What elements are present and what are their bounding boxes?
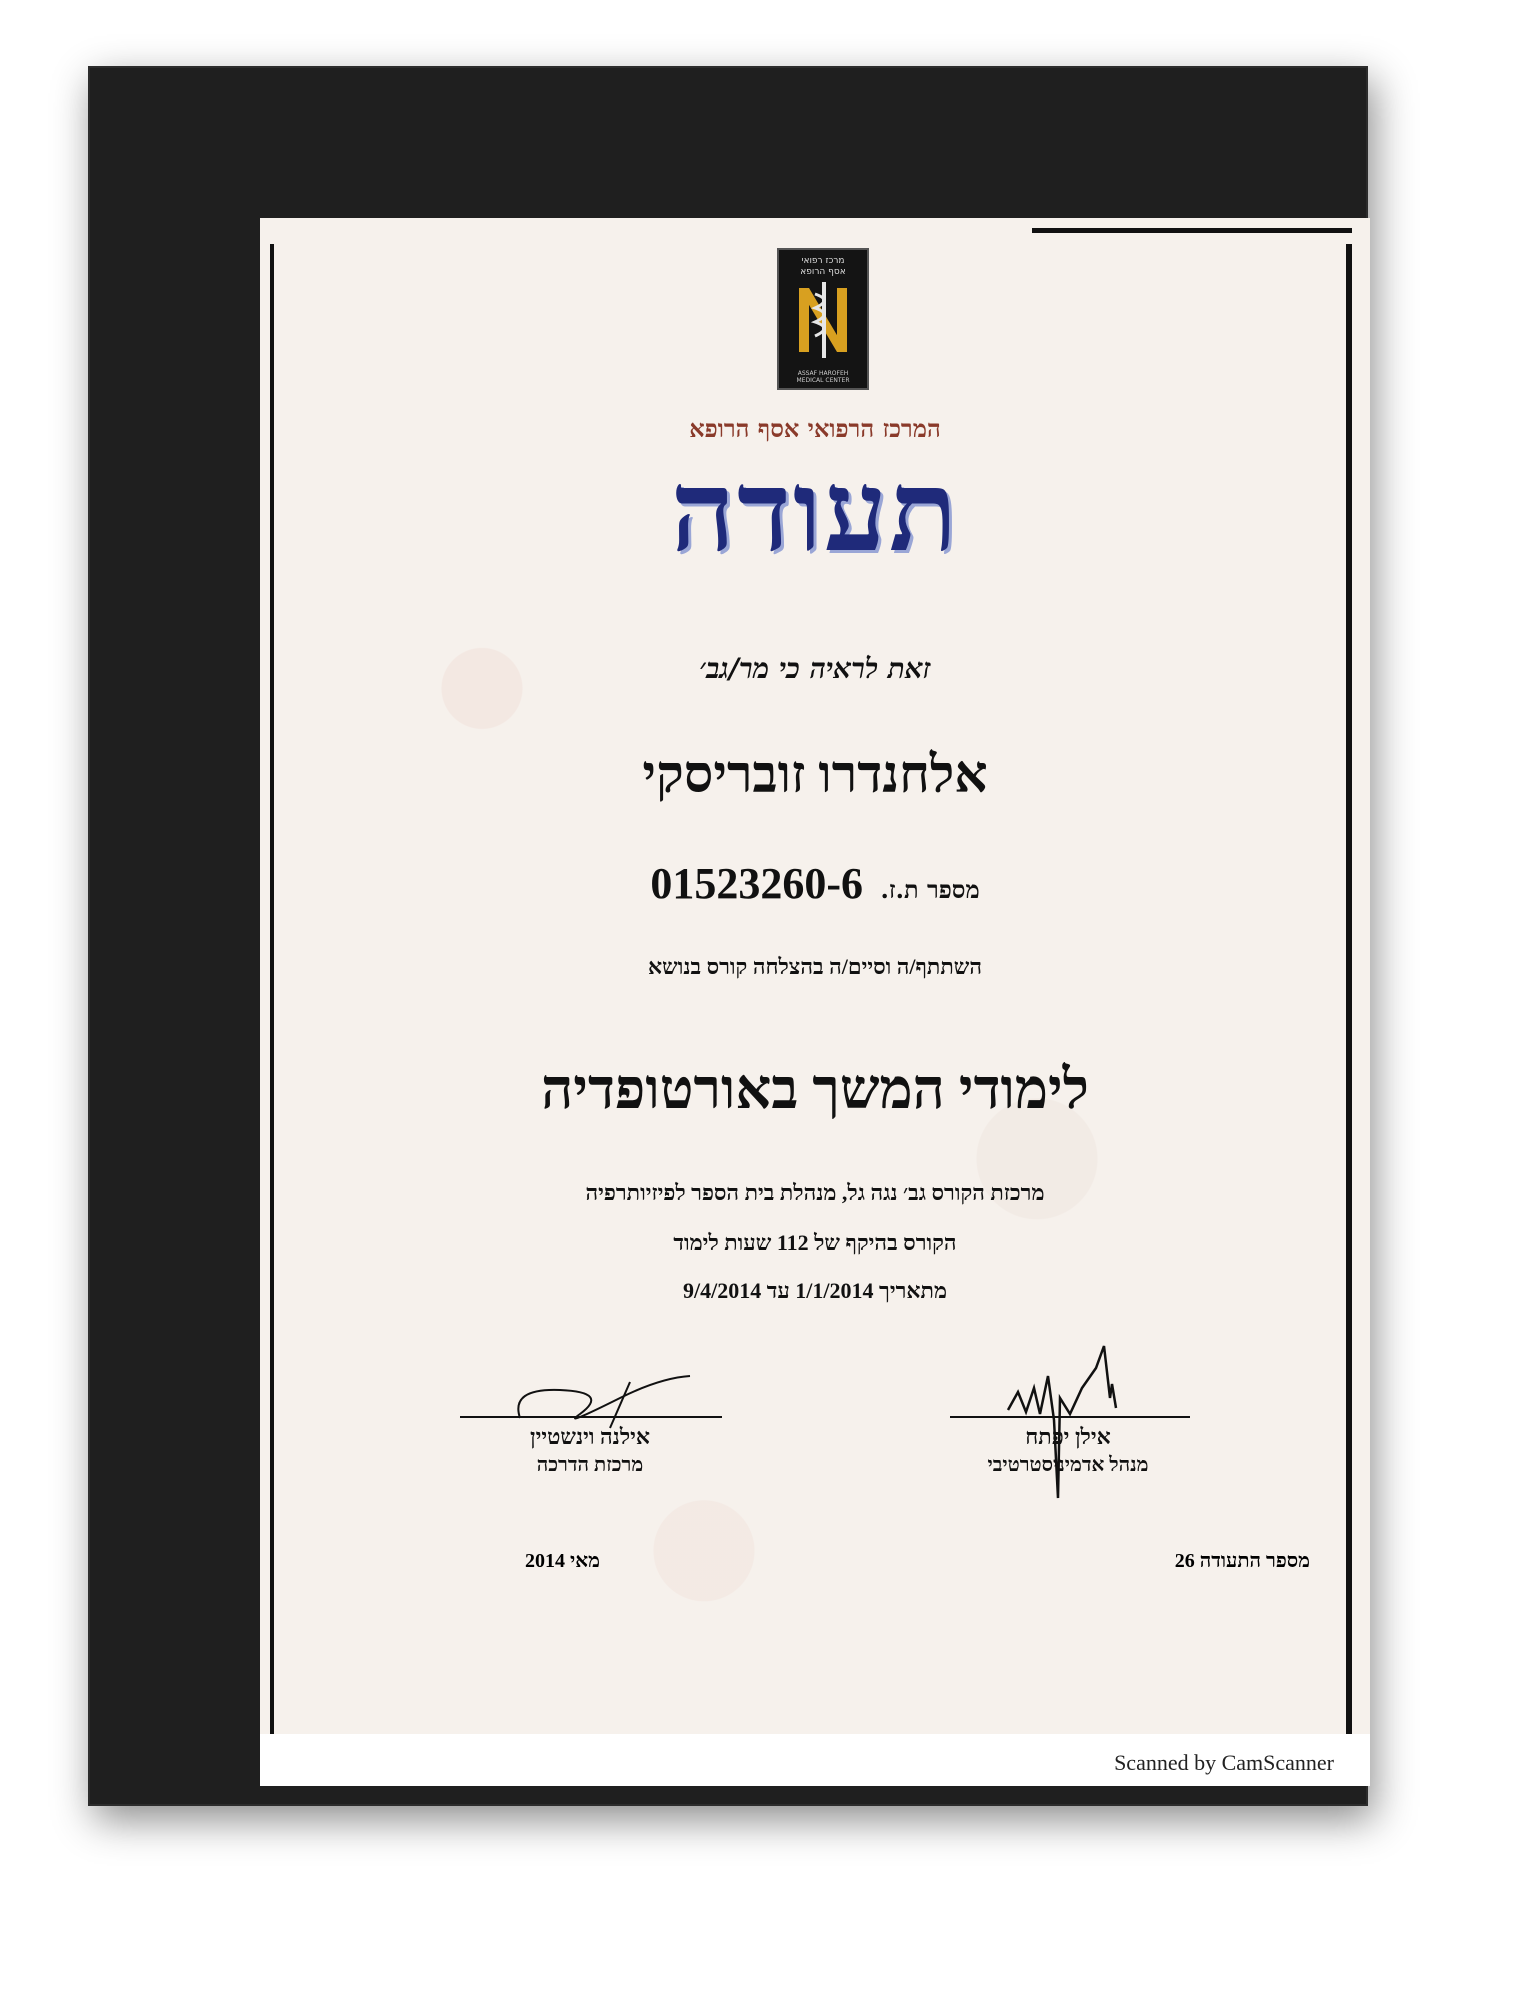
id-number: 01523260-6 [650,859,863,908]
logo-top-text: מרכז רפואי אסף הרופא [800,256,846,277]
scan-footer [260,1734,1370,1786]
document-border-top [1032,228,1352,233]
signer-left-name: אילנה וינשטיין [529,1424,651,1449]
signer-right-role: מנהל אדמיניסטרטיבי [987,1454,1149,1476]
coordinator-line: מרכזת הקורס גב׳ נגה גל, מנהלת בית הספר לפיזיותרפיה [585,1180,1045,1205]
signature-line-right [950,1416,1190,1418]
intro-text: זאת לראיה כי מר/גב׳ [699,652,931,685]
caduceus-icon [793,280,855,360]
institution-name: המרכז הרפואי אסף הרופא [689,414,941,443]
signer-left-role: מרכזת הדרכה [536,1454,644,1476]
scanner-watermark: Scanned by CamScanner [1114,1750,1334,1775]
signature-line-left [460,1416,722,1418]
signature-left [460,1424,720,1477]
recipient-name: אלחנדרו זובריסקי [642,747,988,804]
signer-right-name: אילן יפתח [1025,1424,1111,1449]
certificate-title: תעודה [670,446,960,577]
course-subject: לימודי המשך באורטופדיה [541,1059,1089,1121]
certificate-paper [260,218,1370,1786]
hours-line: הקורס בהיקף של 112 שעות לימוד [673,1230,957,1255]
hospital-logo [777,248,869,390]
logo-bottom-text: ASSAF HAROFEH MEDICAL CENTER [796,370,850,384]
id-label: מספר ת.ז. [880,875,980,904]
certificate-number: מספר התעודה 26 [1174,1550,1310,1572]
signature-right [938,1424,1198,1477]
id-row [260,858,1370,909]
issue-date: מאי 2014 [525,1550,600,1572]
picture-frame [88,66,1368,1806]
dates-line: מתאריך 1/1/2014 עד 9/4/2014 [683,1278,947,1303]
participation-text: השתתף/ה וסיים/ה בהצלחה קורס בנושא [648,954,982,979]
